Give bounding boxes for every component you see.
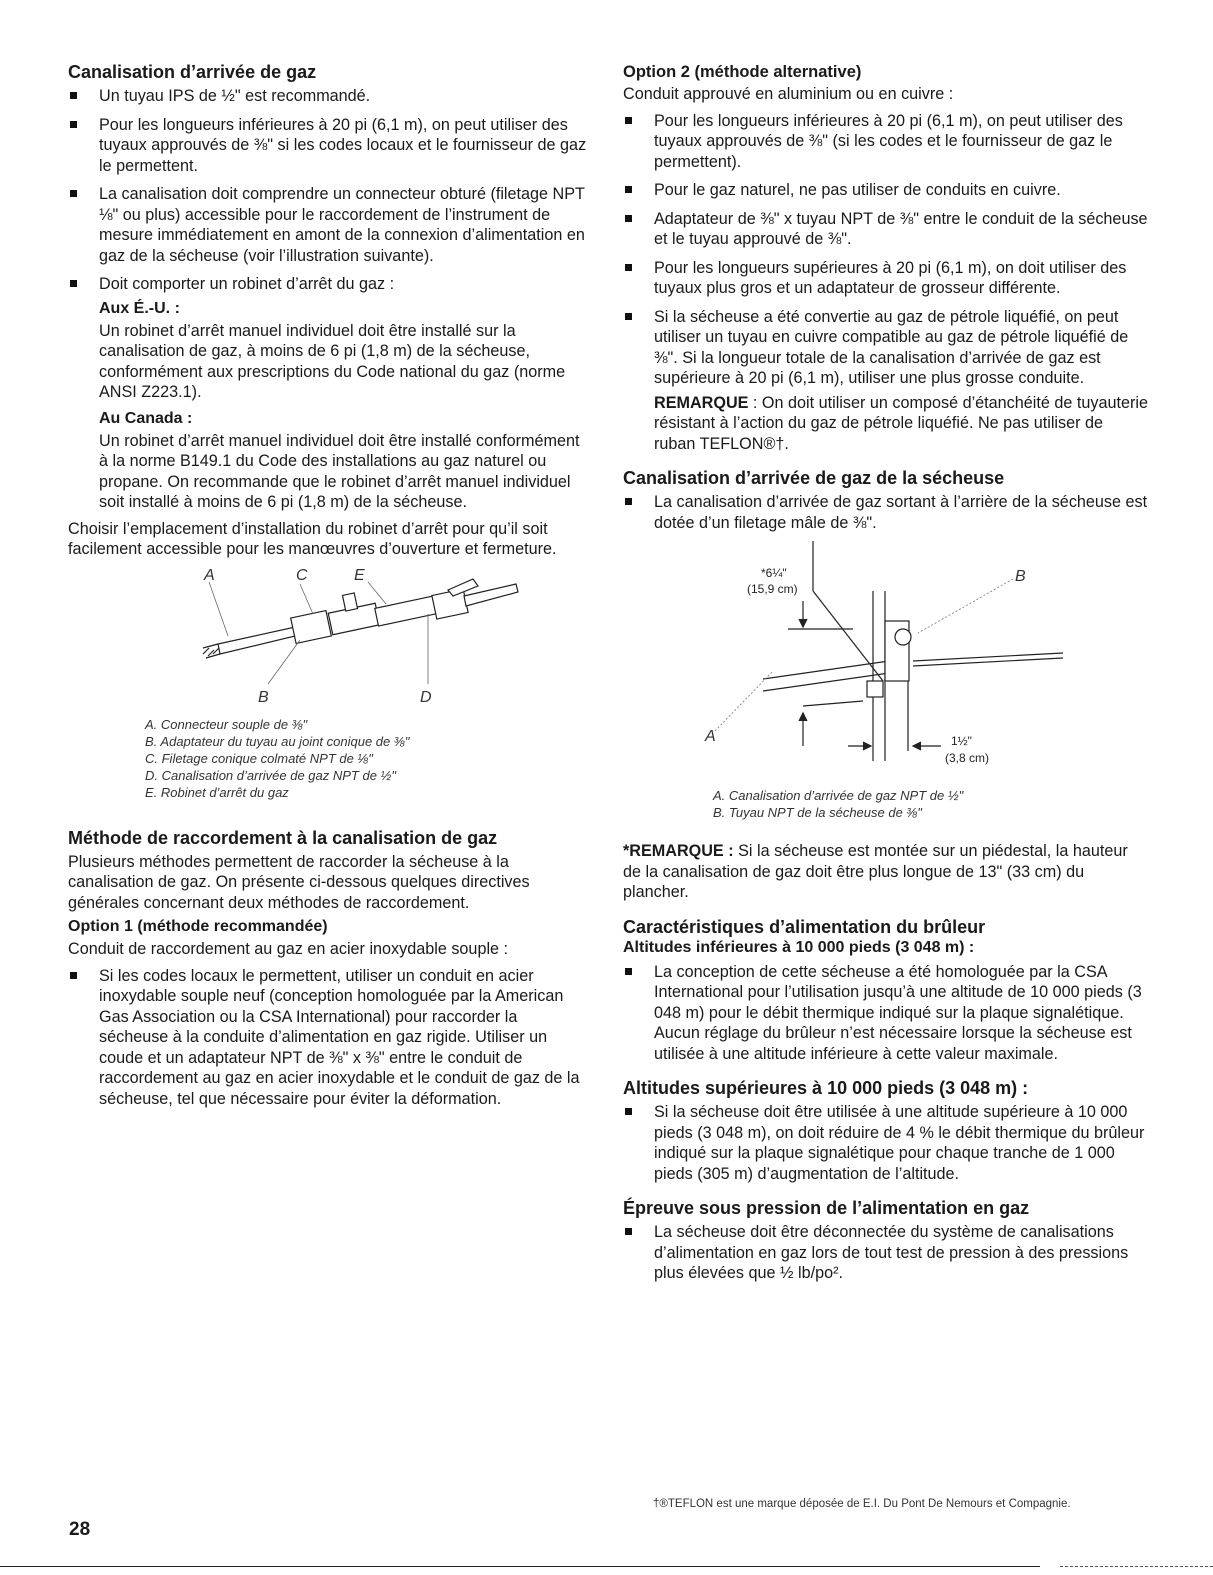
remarque-label: REMARQUE	[654, 393, 749, 412]
right-column	[623, 62, 1148, 1292]
section-title-connection-method: Méthode de raccordement à la canalisation de gaz	[68, 827, 498, 848]
option1-list	[68, 966, 588, 1110]
bullet-icon	[70, 92, 77, 99]
fig2-dim-2b: (3,8 cm)	[945, 751, 990, 765]
us-heading: Aux É.-U. :	[99, 299, 180, 317]
bullet-icon	[625, 1228, 632, 1235]
canada-heading: Au Canada :	[99, 409, 193, 427]
fig2-dim-1b: (15,9 cm)	[747, 582, 798, 596]
bullet-icon	[625, 186, 632, 193]
caption-b: B. Adaptateur du tuyau au joint conique de ⅜"	[145, 733, 410, 749]
list-item: La conception de cette sécheuse a été homologuée par la CSA International pour l’utilisation jusqu’à une altitude de 10 000 pieds (3 048 m) pour le débit thermique indiqué sur la plaque signalétique. Aucun réglage du brûleur n’est nécessaire lorsque la sécheuse est utilisée à une altitude inférieure à cette valeur maximale.	[623, 962, 1148, 1065]
dryer-gas-line-figure	[623, 541, 1148, 841]
bottom-rule	[0, 1566, 1040, 1567]
dryer-gas-line-list	[623, 492, 1148, 533]
fig1-label-c: C	[296, 566, 308, 584]
caption-a: A. Canalisation d’arrivée de gaz NPT de ½"	[713, 788, 964, 803]
option1-text: Conduit de raccordement au gaz en acier inoxydable souple :	[68, 940, 509, 958]
bullet-icon	[625, 498, 632, 505]
dryer-gas-line-diagram	[623, 541, 1148, 791]
option2-text: Conduit approuvé en aluminium ou en cuivre :	[623, 85, 954, 103]
list-item: Pour le gaz naturel, ne pas utiliser de conduits en cuivre.	[623, 180, 1148, 201]
caption-b: B. Tuyau NPT de la sécheuse de ⅜"	[713, 805, 922, 820]
list-item: Pour les longueurs inférieures à 20 pi (6,1 m), on peut utiliser des tuyaux approuvés de ⅜" (si les codes et le fournisseur de gaz le permettent).	[623, 111, 1148, 173]
caption-c: C. Filetage conique colmaté NPT de ⅛"	[145, 750, 373, 766]
pressure-test-list	[623, 1222, 1148, 1284]
bullet-icon	[625, 313, 632, 320]
high-altitude-list	[623, 1102, 1148, 1184]
bullet-icon	[70, 280, 77, 287]
option2-title: Option 2 (méthode alternative)	[623, 63, 862, 81]
pedestal-note	[623, 841, 1148, 903]
canada-text: Un robinet d’arrêt manuel individuel doit être installé conformément à la norme B149.1 du Code des installations au gaz naturel ou propane. On recommande que le robinet d’arrêt manuel individuel soit installé à moins de 6 pi (1,8 m) de la sécheuse.	[99, 431, 580, 511]
bullet-icon	[625, 968, 632, 975]
caption-d: D. Canalisation d’arrivée de gaz NPT de ½"	[145, 767, 397, 783]
fig2-label-b: B	[1015, 568, 1026, 585]
list-item: Doit comporter un robinet d’arrêt du gaz :	[68, 274, 588, 295]
fig1-label-b: B	[258, 688, 269, 704]
fig2-captions	[713, 787, 963, 821]
list-item: Si la sécheuse a été convertie au gaz de pétrole liquéfié, on peut utiliser un tuyau en cuivre compatible au gaz de pétrole liquéfié de ⅜". Si la longueur totale de la canalisation d’arrivée de gaz est supérieure à 20 pi (6,1 m), utiliser une plus grosse conduite.	[623, 307, 1148, 389]
note-text: Si la sécheuse est montée sur un piédestal, la hauteur de la canalisation de gaz doit être plus longue de 13" (33 cm) du plancher.	[623, 842, 1128, 901]
list-item: La canalisation doit comprendre un connecteur obturé (filetage NPT ⅛" ou plus) accessible pour le raccordement de l’instrument de mesure immédiatement en amont de la connexion d’alimentation en gaz de la sécheuse (voir l’illustration suivante).	[68, 184, 588, 266]
fig1-label-a: A	[204, 566, 215, 584]
caption-e: E. Robinet d’arrêt du gaz	[145, 784, 289, 800]
fig2-dim-2: 1½"	[951, 734, 972, 748]
remarque-note	[623, 393, 1148, 455]
left-column	[68, 62, 588, 1117]
bullet-icon	[70, 190, 77, 197]
section-title-high-altitude: Altitudes supérieures à 10 000 pieds (3 048 m) :	[623, 1078, 1029, 1098]
list-item: Pour les longueurs supérieures à 20 pi (6,1 m), on doit utiliser des tuyaux plus gros et un adaptateur de grosseur différente.	[623, 258, 1148, 299]
fig1-label-d: D	[420, 688, 432, 704]
connection-method-text: Plusieurs méthodes permettent de raccorder la sécheuse à la canalisation de gaz. On présente ci-dessous quelques directives générales concernant deux méthodes de raccordement.	[68, 852, 530, 912]
list-item: Adaptateur de ⅜" x tuyau NPT de ⅜" entre le conduit de la sécheuse et le tuyau approuvé de ⅜".	[623, 209, 1148, 250]
bullet-icon	[70, 121, 77, 128]
bullet-icon	[625, 1108, 632, 1115]
valve-connection-diagram	[68, 564, 588, 704]
section-title-gas-supply-line: Canalisation d’arrivée de gaz	[68, 62, 317, 82]
list-item: Un tuyau IPS de ½" est recommandé.	[68, 86, 588, 107]
shutoff-valve-details	[68, 299, 588, 513]
section-title-dryer-gas-line: Canalisation d’arrivée de gaz de la sécheuse	[623, 468, 1005, 488]
list-item: Si les codes locaux le permettent, utiliser un conduit en acier inoxydable souple neuf (conception homologuée par la American Gas Association ou la CSA International) pour raccorder la sécheuse à la conduite d’alimentation en gaz rigide. Utiliser un coude et un adaptateur NPT de ⅜" x ⅜" entre le conduit de raccordement au gaz en acier inoxydable et le conduit de gaz de la sécheuse, tel que nécessaire pour éviter la déformation.	[68, 966, 588, 1110]
section-title-pressure-test: Épreuve sous pression de l’alimentation en gaz	[623, 1198, 1030, 1218]
burner-specs-list	[623, 962, 1148, 1065]
option2-list	[623, 111, 1148, 389]
bullet-icon	[625, 117, 632, 124]
fig2-dim-1: *6¼"	[761, 566, 787, 580]
list-item: La canalisation d’arrivée de gaz sortant à l’arrière de la sécheuse est dotée d’un filetage mâle de ⅜".	[623, 492, 1148, 533]
bullet-icon	[70, 972, 77, 979]
bullet-icon	[625, 264, 632, 271]
list-item: Si la sécheuse doit être utilisée à une altitude supérieure à 10 000 pieds (3 048 m), on doit réduire de 4 % le débit thermique du brûleur indiqué sur la plaque signalétique pour chaque tranche de 1 000 pieds (305 m) d’augmentation de l’altitude.	[623, 1102, 1148, 1184]
note-label: *REMARQUE :	[623, 842, 734, 860]
section-title-burner-specs: Caractéristiques d’alimentation du brûleur	[623, 916, 986, 937]
list-item: Pour les longueurs inférieures à 20 pi (6,1 m), on peut utiliser des tuyaux approuvés de ⅜" si les codes locaux et le fournisseur de gaz le permettent.	[68, 115, 588, 177]
us-text: Un robinet d’arrêt manuel individuel doit être installé sur la canalisation de gaz, à moins de 6 pi (1,8 m) de la sécheuse, conformément aux prescriptions du Code national du gaz (norme ANSI Z223.1).	[99, 321, 566, 401]
caption-a: A. Connecteur souple de ⅜"	[145, 716, 308, 732]
gas-supply-list	[68, 86, 588, 295]
footnote: †®TEFLON est une marque déposée de E.I. Du Pont De Nemours et Compagnie.	[653, 1498, 1071, 1510]
fig1-captions	[145, 716, 409, 801]
fig1-label-e: E	[354, 566, 365, 584]
valve-location-text: Choisir l’emplacement d’installation du robinet d’arrêt pour qu’il soit facilement accessible pour les manœuvres d’ouverture et fermeture.	[68, 519, 557, 558]
page-number: 28	[69, 1519, 91, 1540]
bottom-rule-dashed	[1060, 1566, 1213, 1567]
fig2-label-a: A	[705, 728, 716, 745]
valve-connection-figure	[68, 564, 588, 814]
list-item: La sécheuse doit être déconnectée du système de canalisations d’alimentation en gaz lors de tout test de pression à des pressions plus élevées que ½ lb/po².	[623, 1222, 1148, 1284]
burner-specs-subtitle: Altitudes inférieures à 10 000 pieds (3 048 m) :	[623, 938, 975, 956]
bullet-icon	[625, 215, 632, 222]
remarque-text: : On doit utiliser un composé d’étanchéité de tuyauterie résistant à l’action du gaz de pétrole liquéfié. Ne pas utiliser de ruban TEFLON®†.	[654, 393, 1148, 453]
option1-title: Option 1 (méthode recommandée)	[68, 918, 328, 935]
